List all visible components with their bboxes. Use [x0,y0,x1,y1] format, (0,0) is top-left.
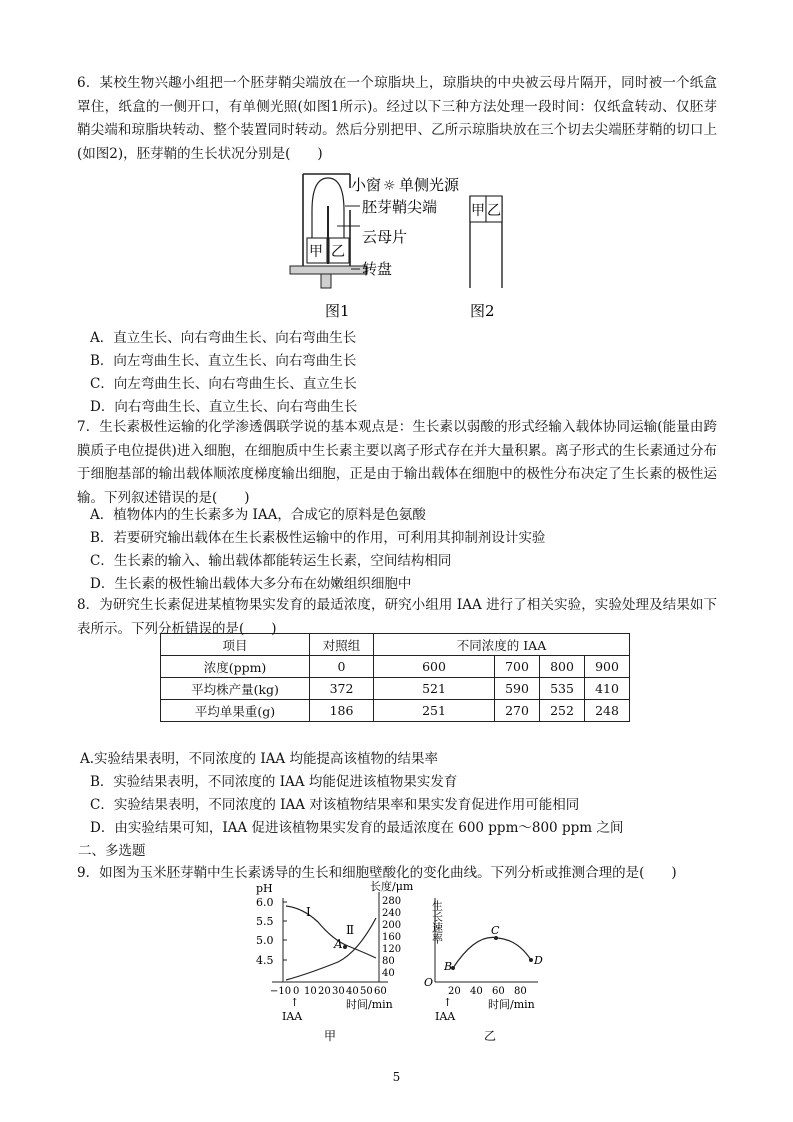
q6-stem: 6．某校生物兴趣小组把一个胚芽鞘尖端放在一个琼脂块上，琼脂块的中央被云母片隔开，同时被一个纸盒罩住，纸盒的一侧开口，有单侧光照(如图1所示)。经过以下三种方法处理一段时间：仅纸盒转动、仅胚芽鞘尖端和琼脂块转动、整个装置同时转动。然后分别把甲、乙所示琼脂块放在三个切去尖端胚芽鞘的切口上(如图2)，胚芽鞘的生长状况分别是( ) [77,75,717,162]
fig1-caption: 图1 [325,302,350,320]
jia-y-right-tick: 80 [382,956,395,967]
jia-y-tick: 4.5 [256,954,274,967]
yi-point-label: C [491,924,500,937]
jia-arrow-icon: ↑ [290,996,300,1009]
q7-option-c: C．生长素的输入、输出载体都能转运生长素，空间结构相同 [90,553,452,569]
yi-caption: 乙 [484,1029,497,1043]
table-cell: 0 [310,656,374,678]
q7-option-b: B．若要研究输出载体在生长素极性运输中的作用，可利用其抑制剂设计实验 [90,530,546,546]
q6-figures [285,166,535,326]
jia-y-right-tick: 120 [382,944,402,955]
table-cell: 410 [585,678,630,700]
light-source-label: 单侧光源 [399,176,460,194]
q8-option-d: D．由实验结果可知，IAA 促进该植物果实发育的最适浓度在 600 ppm～800 ppm 之间 [90,820,624,836]
jia-y-right-tick: 160 [382,932,402,943]
jia-y-right-tick: 240 [382,908,402,919]
jia-y-tick: 5.0 [256,934,274,947]
q6-option-b: B．向左弯曲生长、直立生长、向右弯曲生长 [90,353,357,369]
yi-arrow-label: IAA [435,1010,456,1023]
q7-stem: 7．生长素极性运输的化学渗透偶联学说的基本观点是：生长素以弱酸的形式经输入载体协同运输(能量由跨膜质子电位提供)进入细胞，在细胞质中生长素主要以离子形式存在并大量积累。离子形式的生长素通过分布于细胞基部的输出载体顺浓度梯度输出细胞，正是由于输出载体在细胞中的极性分布决定了生长素的极性运输。下列叙述错误的是( ) [77,419,717,506]
fig2-jia-label: 甲 [471,203,485,219]
table-row [161,700,630,722]
yi-x-tick: 80 [514,986,527,997]
table-cell: 800 [540,656,585,678]
table-header-cell: 不同浓度的 IAA [374,634,630,656]
q8-option-c: C．实验结果表明，不同浓度的 IAA 对该植物结果率和果实发育促进作用可能相同 [90,797,580,813]
table-cell: 浓度(ppm) [161,656,310,678]
jia-x-label: 时间/min [346,998,393,1011]
q9-figures [248,878,548,1043]
agar-jia-label: 甲 [309,244,323,260]
jia-y-left-label: pH [256,882,273,895]
yi-arrow-icon: ↑ [443,996,453,1009]
q7-option-d: D．生长素的极性输出载体大多分布在幼嫩组织细胞中 [90,576,412,592]
table-cell: 900 [585,656,630,678]
agar-yi-label: 乙 [331,244,345,260]
jia-arrow-label: IAA [282,1010,303,1023]
table-cell: 248 [585,700,630,722]
jia-y-right-tick: 200 [382,920,402,931]
q8-option-b: B．实验结果表明，不同浓度的 IAA 均能促进该植物果实发育 [90,774,458,790]
jia-caption: 甲 [324,1029,337,1043]
mica-label: 云母片 [362,228,408,246]
table-cell: 535 [540,678,585,700]
table-cell: 平均株产量(kg) [161,678,310,700]
q9-stem: 9．如图为玉米胚芽鞘中生长素诱导的生长和细胞壁酸化的变化曲线。下列分析或推测合理的是( ) [77,865,677,881]
jia-x-tick: 0 [293,986,300,997]
window-label: 小窗 [351,176,382,194]
q8-results-table [160,633,630,722]
jia-curve-label-2: Ⅱ [346,923,355,937]
fig2-yi-label: 乙 [487,203,501,219]
table-cell: 600 [374,656,495,678]
table-cell: 700 [495,656,540,678]
yi-x-tick: 20 [448,986,461,997]
jia-x-tick: 20 [318,986,331,997]
jia-x-tick: 60 [374,986,387,997]
jia-x-tick: 50 [360,986,373,997]
jia-x-tick: 40 [346,986,359,997]
jia-curve-label-1: Ⅰ [306,905,311,919]
jia-y-right-tick: 280 [382,896,402,907]
table-cell: 186 [310,700,374,722]
jia-y-right-tick: 40 [382,968,395,979]
yi-curve-growth [453,937,531,968]
table-header-row [161,634,630,656]
table-cell: 252 [540,700,585,722]
yi-x-label: 时间/min [488,998,535,1011]
chart-jia-axes [272,892,388,982]
light-source-icon: ☼ [383,178,396,194]
table-row [161,678,630,700]
table-row [161,656,630,678]
table-cell: 590 [495,678,540,700]
jia-x-tick: −10 [270,986,292,997]
table-cell: 平均单果重(g) [161,700,310,722]
table-header-cell: 项目 [161,634,310,656]
jia-x-tick: 10 [304,986,317,997]
page-number: 5 [392,1070,401,1084]
yi-x-tick: 60 [492,986,505,997]
yi-point-d [529,958,533,962]
turntable-label: 转盘 [362,260,393,278]
yi-y-label: 生长速率 [430,900,444,944]
fig2-caption: 图2 [470,302,495,320]
q6-option-d: D．向右弯曲生长、直立生长、向右弯曲生长 [90,399,358,415]
q8-stem: 8．为研究生长素促进某植物果实发育的最适浓度，研究小组用 IAA 进行了相关实验，实验处理及结果如下表所示。下列分析错误的是( ) [77,597,717,637]
jia-curve-length [286,918,376,980]
tip-label: 胚芽鞘尖端 [362,198,438,216]
q6-option-a: A．直立生长、向右弯曲生长、向右弯曲生长 [90,330,357,346]
jia-y-right-label: 长度/μm [370,880,414,893]
table-cell: 521 [374,678,495,700]
q8-option-a: A.实验结果表明，不同浓度的 IAA 均能提高该植物的结果率 [80,751,438,767]
jia-point-a [343,945,347,949]
jia-x-tick: 30 [332,986,345,997]
yi-point-label: B [444,960,453,973]
jia-y-tick: 6.0 [256,896,274,909]
table-cell: 372 [310,678,374,700]
yi-x-tick: 40 [470,986,483,997]
q7-option-a: A．植物体内的生长素多为 IAA，合成它的原料是色氨酸 [90,507,426,523]
section-heading: 二、多选题 [78,843,146,859]
table-cell: 251 [374,700,495,722]
table-header-cell: 对照组 [310,634,374,656]
jia-y-tick: 5.5 [256,915,274,928]
table-cell: 270 [495,700,540,722]
jia-point-label: A [334,937,343,951]
q6-option-c: C．向左弯曲生长、向右弯曲生长、直立生长 [90,376,357,392]
yi-origin: O [424,976,434,989]
jia-curve-ph [286,906,376,958]
yi-point-label: D [534,954,543,967]
